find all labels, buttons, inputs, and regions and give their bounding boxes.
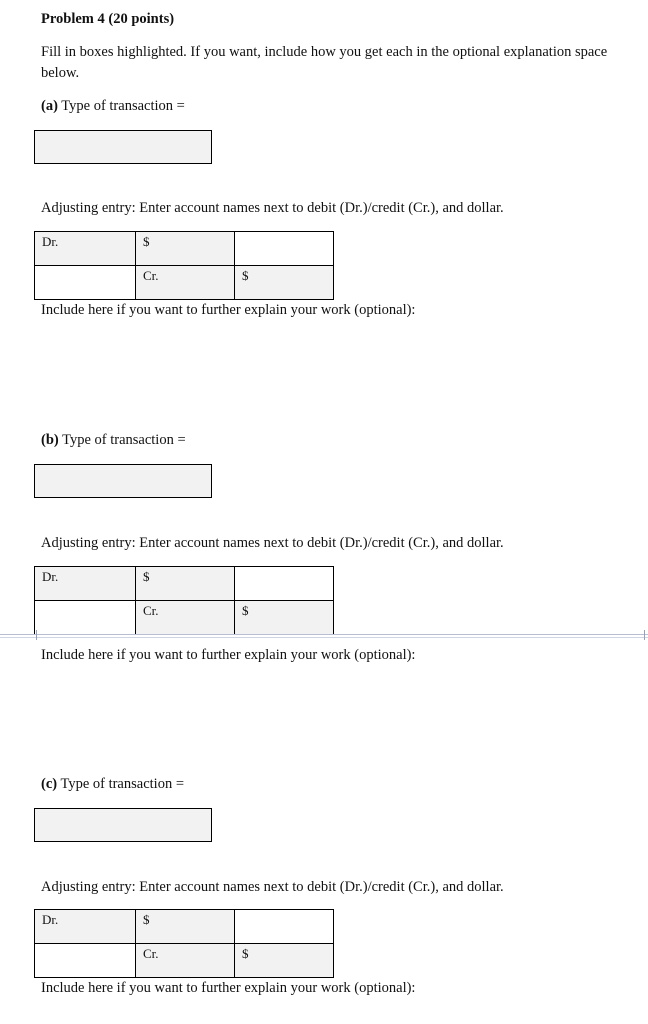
part-b-cr-label-cell: Cr. [136,601,235,635]
part-b-entry-table [34,566,334,635]
part-c-cr-amount-cell[interactable]: $ [235,944,334,978]
part-c-explain-label: Include here if you want to further explain your work (optional): [41,980,416,996]
part-b-type-text: Type of transaction = [62,432,186,448]
page-break-line-top [0,634,648,635]
part-c-cr-account-cell[interactable] [35,944,136,978]
part-c-entry-table [34,909,334,978]
part-a-dr-blank-cell [235,232,334,266]
part-c-adjusting-label: Adjusting entry: Enter account names next to debit (Dr.)/credit (Cr.), and dollar. [41,879,504,895]
part-a-type-text: Type of transaction = [61,98,185,114]
part-a-cr-account-cell[interactable] [35,266,136,300]
page-break-marker-left [36,630,37,640]
part-a-explain-label: Include here if you want to further explain your work (optional): [41,302,416,318]
part-c-cr-label-cell: Cr. [136,944,235,978]
part-a-entry-table [34,231,334,300]
part-b-cr-account-cell[interactable] [35,601,136,635]
part-b-dr-blank-cell [235,567,334,601]
part-b-type-label [41,430,186,450]
problem-title: Problem 4 (20 points) [41,11,175,27]
part-a-cr-amount-cell[interactable]: $ [235,266,334,300]
problem-intro: Fill in boxes highlighted. If you want, include how you get each in the optional explanation space below. [41,44,608,81]
page-break-line-bottom [0,637,648,638]
part-b-cr-amount-cell[interactable]: $ [235,601,334,635]
part-c-dr-label-cell: Dr. [35,910,136,944]
part-b-dr-label-cell: Dr. [35,567,136,601]
part-c-letter: (c) [41,776,58,792]
part-c-dr-amount-cell[interactable]: $ [136,910,235,944]
part-c-dr-blank-cell [235,910,334,944]
part-a-type-box[interactable] [34,130,212,164]
part-a-letter: (a) [41,98,58,114]
part-c-type-box[interactable] [34,808,212,842]
part-c-type-text: Type of transaction = [60,776,184,792]
part-a-cr-label-cell: Cr. [136,266,235,300]
part-a-adjusting-label: Adjusting entry: Enter account names next to debit (Dr.)/credit (Cr.), and dollar. [41,200,504,216]
page-break-divider [0,634,648,638]
part-b-letter: (b) [41,432,59,448]
part-a-dr-amount-cell[interactable]: $ [136,232,235,266]
part-c-type-label [41,774,184,794]
part-b-explain-label: Include here if you want to further explain your work (optional): [41,647,416,663]
part-b-dr-amount-cell[interactable]: $ [136,567,235,601]
part-b-type-box[interactable] [34,464,212,498]
part-a-dr-label-cell: Dr. [35,232,136,266]
page-break-marker-right [644,630,645,640]
part-a-type-label [41,96,185,116]
part-b-adjusting-label: Adjusting entry: Enter account names next to debit (Dr.)/credit (Cr.), and dollar. [41,535,504,551]
